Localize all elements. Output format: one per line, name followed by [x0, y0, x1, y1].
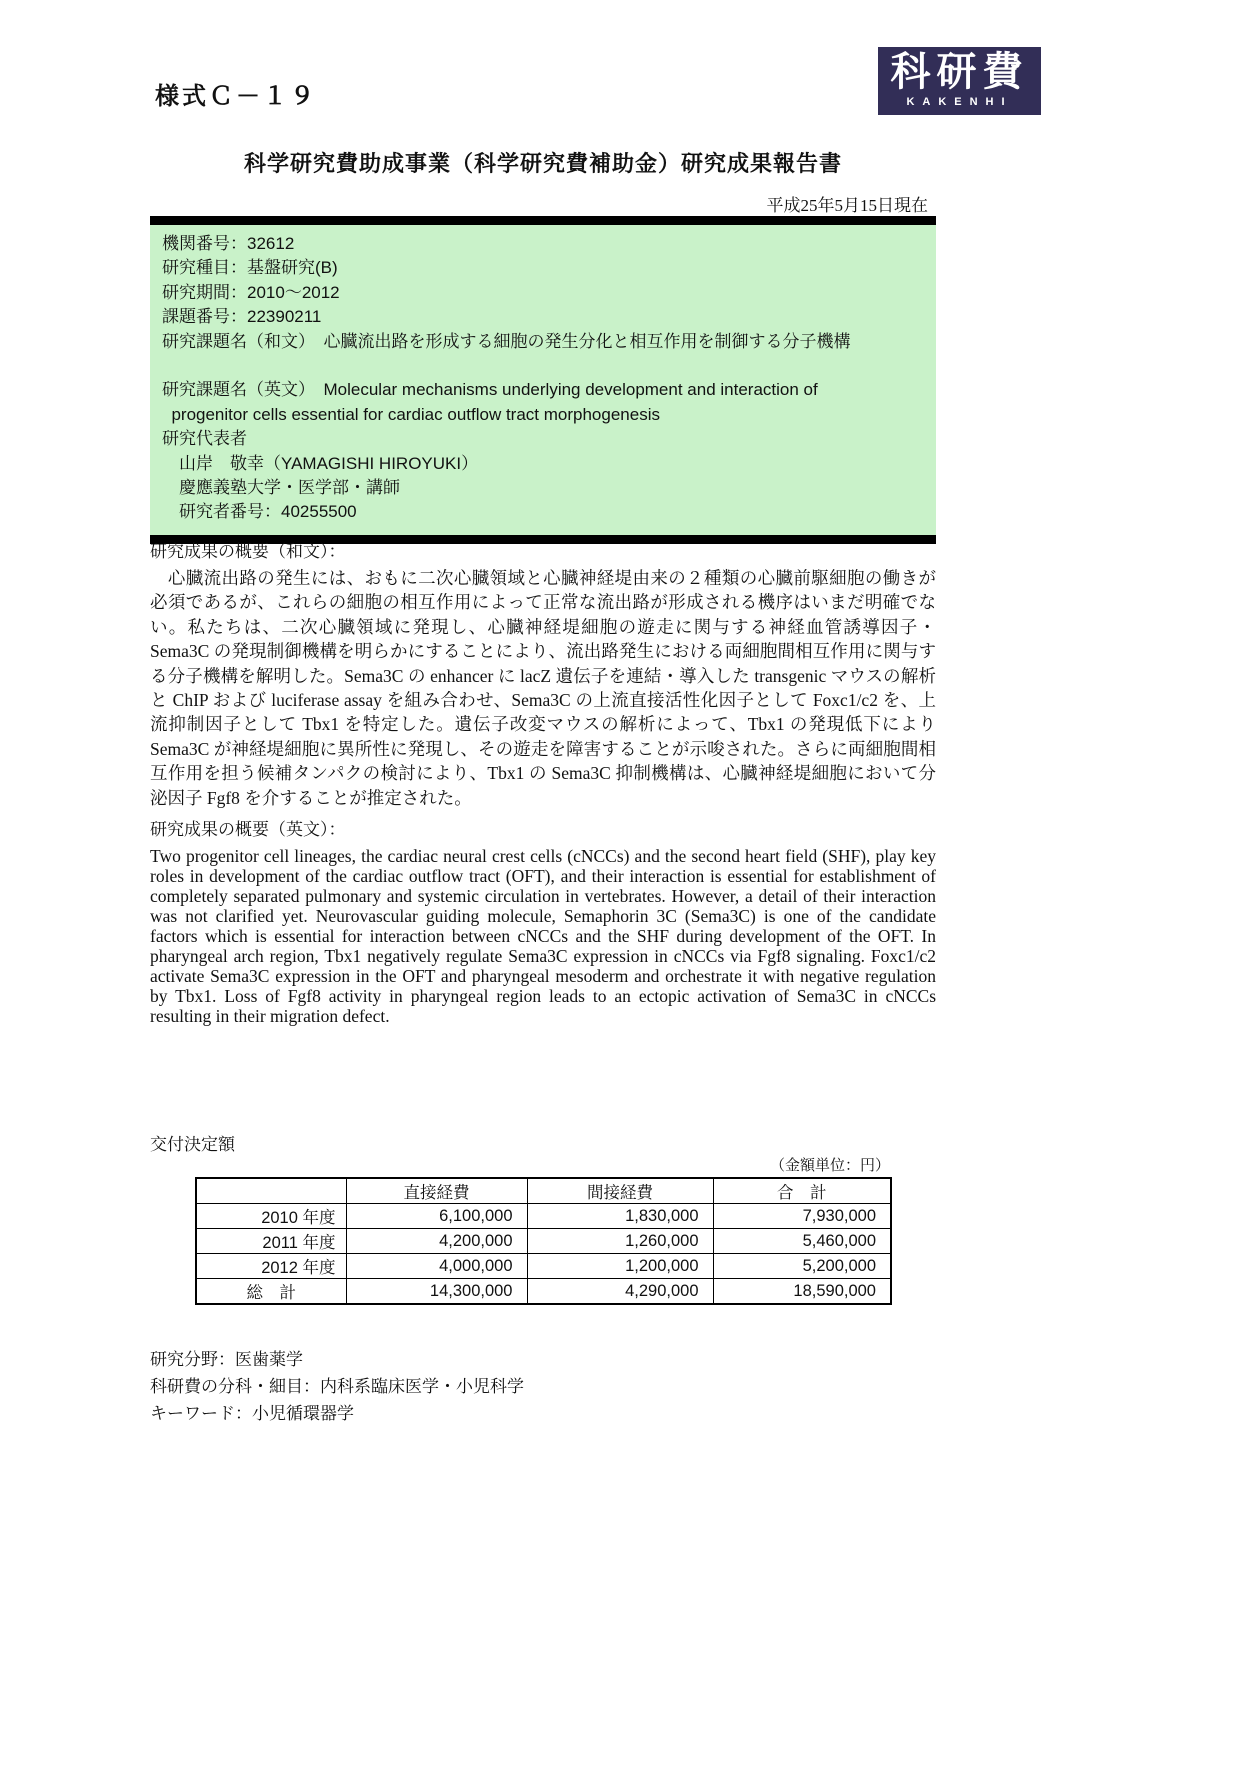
amount-cell: 5,200,000 [713, 1254, 891, 1279]
row-label-cell: 2011 年度 [196, 1229, 346, 1254]
header-cell-total: 合 計 [713, 1178, 891, 1204]
amount-cell: 18,590,000 [713, 1279, 891, 1305]
summary-ja-heading: 研究成果の概要（和文）： [150, 542, 346, 561]
info-box-line [162, 354, 926, 378]
header-cell-empty [196, 1178, 346, 1204]
info-box-line: 課題番号：22390211 [162, 307, 322, 327]
footer-field: 科研費の分科・細目：内科系臨床医学・小児科学 [150, 1377, 524, 1396]
info-box [150, 216, 936, 544]
amount-cell: 14,300,000 [346, 1279, 527, 1305]
info-box-line: 研究種目：基盤研究(B) [162, 258, 338, 278]
row-label-cell: 総 計 [196, 1279, 346, 1305]
summary-en-body: Two progenitor cell lineages, the cardiac neural crest cells (cNCCs) and the second heart field (SHF), play key roles in development of the cardiac outflow tract (OFT), and their interaction is essential for establishment of completely separated pulmonary and systemic circulation in vertebrates. However, a detail of their interaction was not clarified yet. Neurovascular guiding molecule, Semaphorin 3C (Sema3C) is one of the candidate factors which is essential for interaction between cNCCs and the SHF during development of the OFT. In pharyngeal arch region, Tbx1 negatively regulate Sema3C expression in cNCCs via Fgf8 signaling. Foxc1/c2 activate Sema3C expression in the OFT and pharyngeal mesoderm and orchestrate it with negative regulation by Tbx1. Loss of Fgf8 activity in pharyngeal region leads to an ectopic activation of Sema3C in cNCCs resulting in their migration defect. [150, 846, 936, 1026]
grant-amount-heading: 交付決定額 [150, 1135, 235, 1154]
amount-cell: 5,460,000 [713, 1229, 891, 1254]
info-box-line: 研究課題名（英文） Molecular mechanisms underlying development and interaction of [162, 380, 818, 400]
kakenhi-logo [878, 47, 1041, 115]
amount-cell: 4,000,000 [346, 1254, 527, 1279]
grant-unit-note: （金額単位：円） [769, 1158, 890, 1174]
grant-table-row [196, 1254, 891, 1279]
amount-cell: 1,260,000 [527, 1229, 713, 1254]
summary-en-section [150, 818, 936, 1026]
date-note: 平成25年5月15日現在 [766, 196, 928, 215]
info-box-line: 研究課題名（和文） 心臓流出路を形成する細胞の発生分化と相互作用を制御する分子機構 [162, 331, 851, 351]
grant-table-row [196, 1279, 891, 1305]
summary-en-heading: 研究成果の概要（英文）： [150, 820, 346, 839]
amount-cell: 7,930,000 [713, 1204, 891, 1229]
document-title: 科学研究費助成事業（科学研究費補助金）研究成果報告書 [243, 151, 842, 176]
amount-cell: 4,290,000 [527, 1279, 713, 1305]
footer-field: 研究分野：医歯薬学 [150, 1350, 303, 1369]
kakenhi-logo-roman: KAKENHI [906, 96, 1013, 108]
amount-cell: 1,830,000 [527, 1204, 713, 1229]
footer-field: キーワード：小児循環器学 [150, 1404, 354, 1423]
grant-table-row [196, 1229, 891, 1254]
info-box-line: 山岸 敬幸（YAMAGISHI HIROYUKI） [162, 453, 479, 473]
row-label-cell: 2010 年度 [196, 1204, 346, 1229]
grant-table-header-row [196, 1178, 891, 1204]
grant-table-body [196, 1204, 891, 1305]
info-box-line: progenitor cells essential for cardiac outflow tract morphogenesis [162, 404, 660, 424]
header-cell-indirect: 間接経費 [527, 1178, 713, 1204]
info-box-line: 研究代表者 [162, 429, 247, 449]
info-box-line: 機関番号：32612 [162, 234, 295, 253]
amount-cell: 4,200,000 [346, 1229, 527, 1254]
info-box-line: 研究者番号：40255500 [162, 502, 357, 522]
row-label-cell: 2012 年度 [196, 1254, 346, 1279]
grant-table-row [196, 1204, 891, 1229]
header-cell-direct: 直接経費 [346, 1178, 527, 1204]
grant-table [195, 1177, 892, 1305]
amount-cell: 1,200,000 [527, 1254, 713, 1279]
amount-cell: 6,100,000 [346, 1204, 527, 1229]
summary-ja-body: 心臓流出路の発生には、おもに二次心臓領域と心臓神経堤由来の２種類の心臓前駆細胞の働きが必須であるが、これらの細胞の相互作用によって正常な流出路が形成される機序はいまだ明確でない。私たちは、二次心臓領域に発現し、心臓神経堤細胞の遊走に関与する神経血管誘導因子・Sema3C の発現制御機構を明らかにすることにより、流出路発生における両細胞間相互作用に関与する分子機構を解明した。Sema3C の enhancer に lacZ 遺伝子を連結・導入した transgenic マウスの解析と ChIP および luciferase assay を組み合わせ、Sema3C の上流直接活性化因子として Foxc1/c2 を、上流抑制因子として Tbx1 を特定した。遺伝子改変マウスの解析によって、Tbx1 の発現低下により Sema3C が神経堤細胞に異所性に発現し、その遊走を障害することが示唆された。さらに両細胞間相互作用を担う候補タンパクの検討により、Tbx1 の Sema3C 抑制機構は、心臓神経堤細胞において分泌因子 Fgf8 を介することが推定された。 [150, 568, 936, 808]
kakenhi-logo-kanji: 科研費 [890, 50, 1029, 94]
info-box-line: 研究期間：2010～2012 [162, 282, 340, 302]
footer-fields [150, 1346, 524, 1427]
info-box-line: 慶應義塾大学・医学部・講師 [162, 478, 400, 498]
form-label: 様式Ｃ－１９ [155, 83, 317, 110]
summary-ja-section [150, 540, 936, 810]
